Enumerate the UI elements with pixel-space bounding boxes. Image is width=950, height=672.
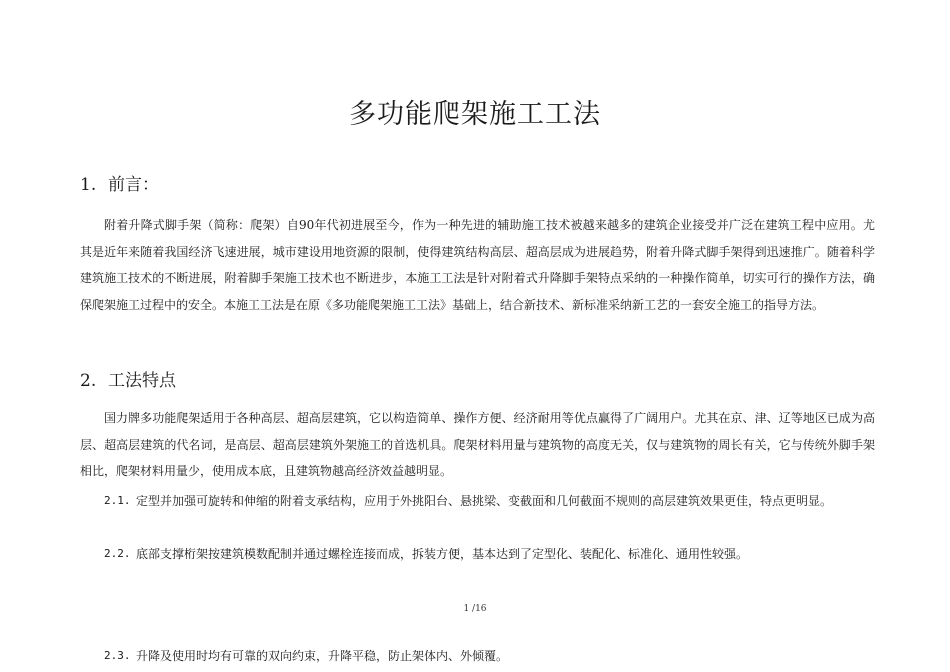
list-item	[104, 643, 875, 670]
list-item-number: 2.2.	[104, 547, 131, 560]
list-item	[104, 488, 875, 515]
section-number: 2.	[80, 371, 97, 391]
list-item-text: 定型并加强可旋转和伸缩的附着支承结构，应用于外挑阳台、悬挑梁、变截面和几何截面不规则的高层建筑效果更佳，特点更明显。	[136, 494, 833, 508]
section-heading-text: 工法特点	[108, 371, 176, 391]
list-item-number: 2.1.	[104, 494, 131, 507]
section-number: 1.	[80, 175, 97, 195]
section-heading-2	[80, 366, 176, 391]
section-1-paragraph: 附着升降式脚手架（简称：爬架）自90年代初进展至今，作为一种先进的辅助施工技术被越来越多的建筑企业接受并广泛在建筑工程中应用。尤其是近年来随着我国经济飞速进展，城市建设用地资源的限制，使得建筑结构高层、超高层成为进展趋势，附着升降式脚手架得到迅速推广。随着科学建筑施工技术的不断进展，附着脚手架施工技术也不断进步，本施工工法是针对附着式升降脚手架特点采纳的一种操作简单，切实可行的操作方法，确保爬架施工过程中的安全。本施工工法是在原《多功能爬架施工工法》基础上，结合新技术、新标准采纳新工艺的一套安全施工的指导方法。	[80, 218, 875, 312]
section-heading-1	[80, 170, 159, 195]
document-title: 多功能爬架施工工法	[349, 99, 601, 130]
list-item-text: 底部支撑桁架按建筑模数配制并通过螺栓连接而成，拆装方便，基本达到了定型化、装配化、标准化、通用性较强。	[136, 547, 749, 561]
list-item-number: 2.3.	[104, 649, 131, 662]
list-item-text: 升降及使用时均有可靠的双向约束，升降平稳，防止架体内、外倾覆。	[136, 649, 509, 663]
list-item	[104, 541, 875, 568]
section-heading-text: 前言：	[108, 175, 159, 195]
section-2-paragraph: 国力牌多功能爬架适用于各种高层、超高层建筑，它以构造简单、操作方便、经济耐用等优点赢得了广阔用户。尤其在京、津、辽等地区已成为高层、超高层建筑的代名词，是高层、超高层建筑外架施工的首选机具。爬架材料用量与建筑物的高度无关，仅与建筑物的周长有关，它与传统外脚手架相比，爬架材料用量少，使用成本底，且建筑物越高经济效益越明显。	[80, 411, 875, 478]
page-number: 1 /16	[463, 604, 487, 614]
